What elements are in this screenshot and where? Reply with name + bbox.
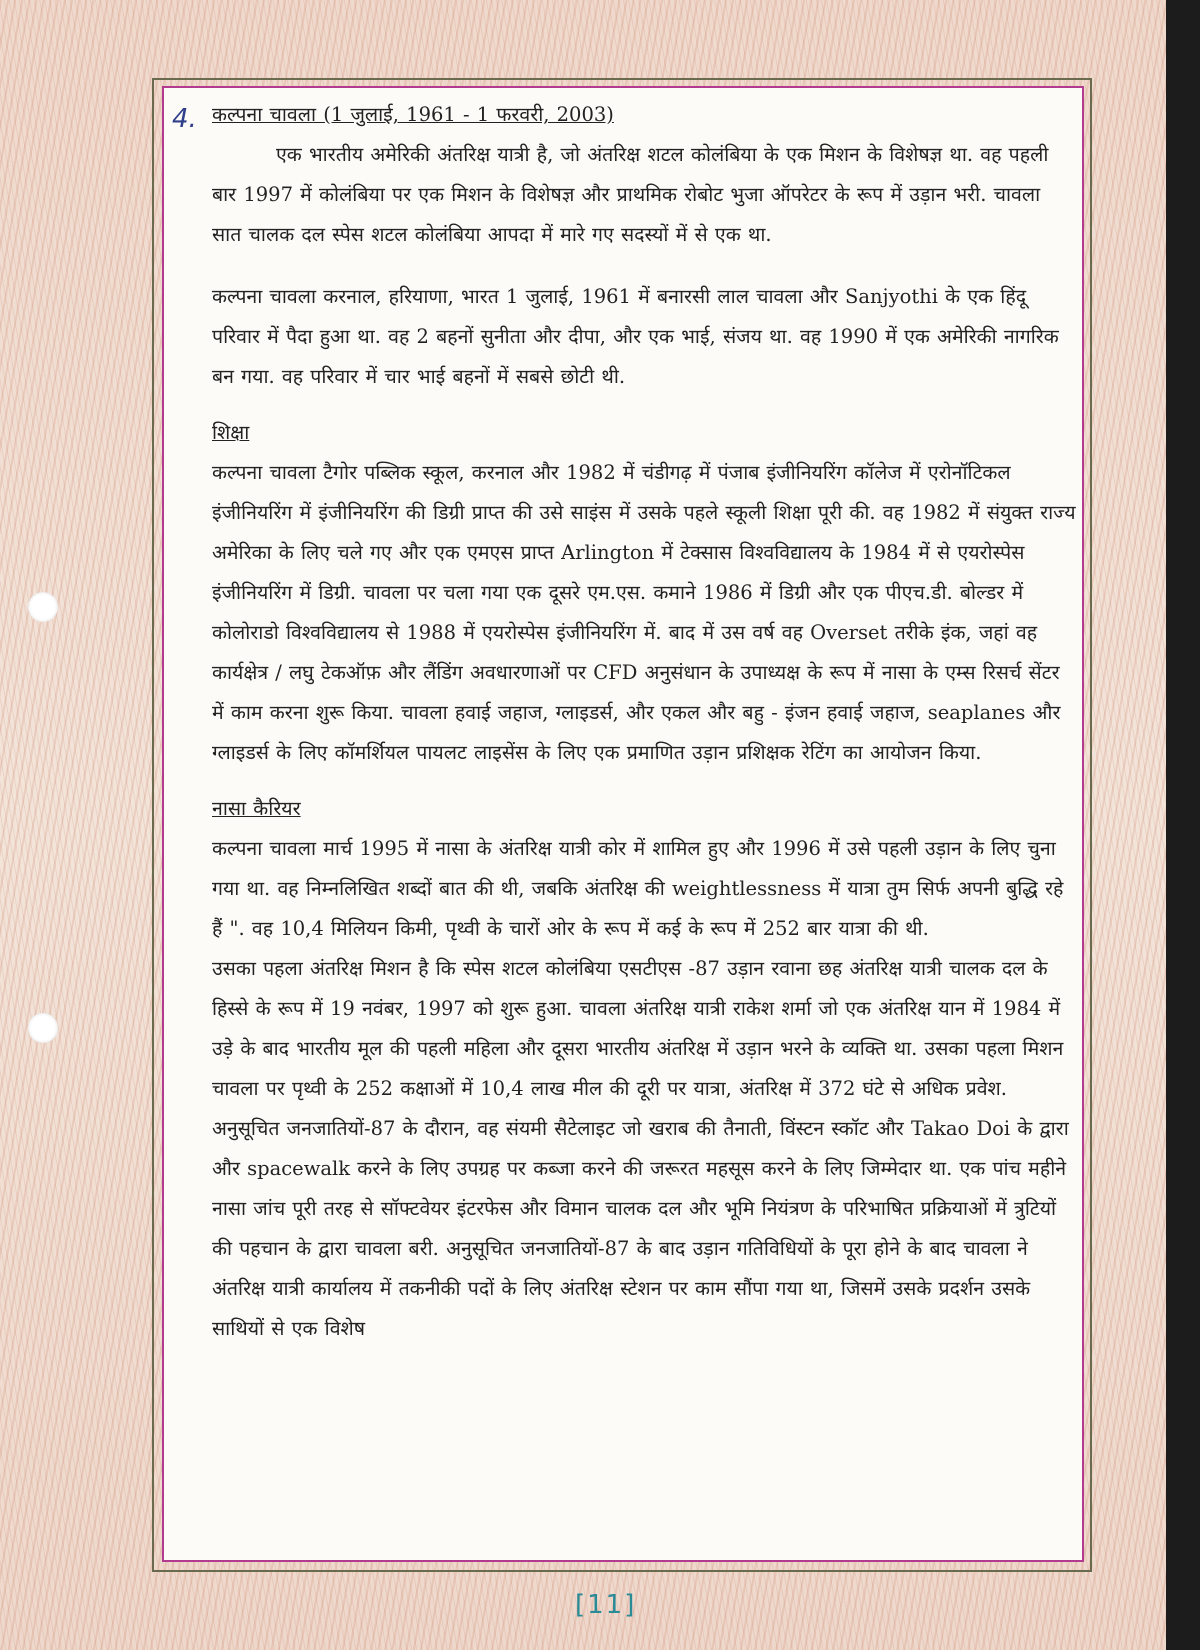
punch-hole-bottom: [28, 1013, 58, 1043]
nasa-career-paragraph-2: उसका पहला अंतरिक्ष मिशन है कि स्पेस शटल कोलंबिया एसटीएस -87 उड़ान रवाना छह अंतरिक्ष यात्री चालक दल के हिस्से के रूप में 19 नवंबर, 1997 को शुरू हुआ. चावला अंतरिक्ष यात्री राकेश शर्मा जो एक अंतरिक्ष यान में 1984 में उड़े के बाद भारतीय मूल की पहली महिला और दूसरा भारतीय अंतरिक्ष में उड़ान भरने के व्यक्ति था. उसका पहला मिशन चावला पर पृथ्वी के 252 कक्षाओं में 10,4 लाख मील की दूरी पर यात्रा, अंतरिक्ष में 372 घंटे से अधिक प्रवेश. अनुसूचित जनजातियों-87 के दौरान, वह संयमी सैटेलाइट जो खराब की तैनाती, विंस्टन स्कॉट और Takao Doi के द्वारा और spacewalk करने के लिए उपग्रह पर कब्जा करने की जरूरत महसूस करने के लिए जिम्मेदार था. एक पांच महीने नासा जांच पूरी तरह से सॉफ्टवेयर इंटरफेस और विमान चालक दल और भूमि नियंत्रण के परिभाषित प्रक्रियाओं में त्रुटियों की पहचान के द्वारा चावला बरी. अनुसूचित जनजातियों-87 के बाद उड़ान गतिविधियों के पूरा होने के बाद चावला ने अंतरिक्ष यात्री कार्यालय में तकनीकी पदों के लिए अंतरिक्ष स्टेशन पर काम सौंपा गया था, जिसमें उसके प्रदर्शन उसके साथियों से एक विशेष: [212, 957, 1069, 1340]
education-paragraph: कल्पना चावला टैगोर पब्लिक स्कूल, करनाल और 1982 में चंडीगढ़ में पंजाब इंजीनियरिंग कॉलेज में एरोनॉटिकल इंजीनियरिंग में इंजीनियरिंग की डिग्री प्राप्त की उसे साइंस में उसके पहले स्कूली शिक्षा पूरी की. वह 1982 में संयुक्त राज्य अमेरिका के लिए चले गए और एक एमएस प्राप्त Arlington में टेक्सास विश्वविद्यालय के 1984 में से एयरोस्पेस इंजीनियरिंग में डिग्री. चावला पर चला गया एक दूसरे एम.एस. कमाने 1986 में डिग्री और एक पीएच.डी. बोल्डर में कोलोराडो विश्वविद्यालय से 1988 में एयरोस्पेस इंजीनियरिंग में. बाद में उस वर्ष वह Overset तरीके इंक, जहां वह कार्यक्षेत्र / लघु टेकऑफ़ और लैंडिंग अवधारणाओं पर CFD अनुसंधान के उपाध्यक्ष के रूप में नासा के एम्स रिसर्च सेंटर में काम करना शुरू किया. चावला हवाई जहाज, ग्लाइडर्स, और एकल और बहु - इंजन हवाई जहाज, seaplanes और ग्लाइडर्स के लिए कॉमर्शियल पायलट लाइसेंस के लिए एक प्रमाणित उड़ान प्रशिक्षक रेटिंग का आयोजन किया.: [212, 461, 1076, 764]
intro-paragraph: एक भारतीय अमेरिकी अंतरिक्ष यात्री है, जो अंतरिक्ष शटल कोलंबिया के एक मिशन के विशेषज्ञ था. वह पहली बार 1997 में कोलंबिया पर एक मिशन के विशेषज्ञ और प्राथमिक रोबोट भुजा ऑपरेटर के रूप में उड़ान भरी. चावला सात चालक दल स्पेस शटल कोलंबिया आपदा में मारे गए सदस्यों में से एक था.: [212, 143, 1049, 246]
document-title: कल्पना चावला (1 जुलाई, 1961 - 1 फरवरी, 2003): [212, 103, 614, 126]
page-number: [11]: [575, 1590, 637, 1620]
scanner-edge: [1166, 0, 1200, 1650]
education-heading: शिक्षा: [212, 421, 250, 444]
nasa-career-paragraph-1: कल्पना चावला मार्च 1995 में नासा के अंतरिक्ष यात्री कोर में शामिल हुए और 1996 में उसे पहली उड़ान के लिए चुना गया था. वह निम्नलिखित शब्दों बात की थी, जबकि अंतरिक्ष की weightlessness में यात्रा तुम सिर्फ अपनी बुद्धि रहे हैं ". वह 10,4 मिलियन किमी, पृथ्वी के चारों ओर के रूप में कई के रूप में 252 बार यात्रा की थी.: [212, 837, 1064, 940]
section-number: 4.: [172, 104, 197, 134]
punch-hole-top: [28, 592, 58, 622]
birth-paragraph: कल्पना चावला करनाल, हरियाणा, भारत 1 जुलाई, 1961 में बनारसी लाल चावला और Sanjyothi के एक हिंदू परिवार में पैदा हुआ था. वह 2 बहनों सुनीता और दीपा, और एक भाई, संजय था. वह 1990 में एक अमेरिकी नागरिक बन गया. वह परिवार में चार भाई बहनों में सबसे छोटी थी.: [212, 285, 1059, 388]
nasa-career-heading: नासा कैरियर: [212, 797, 301, 820]
document-content: [212, 95, 1076, 1349]
